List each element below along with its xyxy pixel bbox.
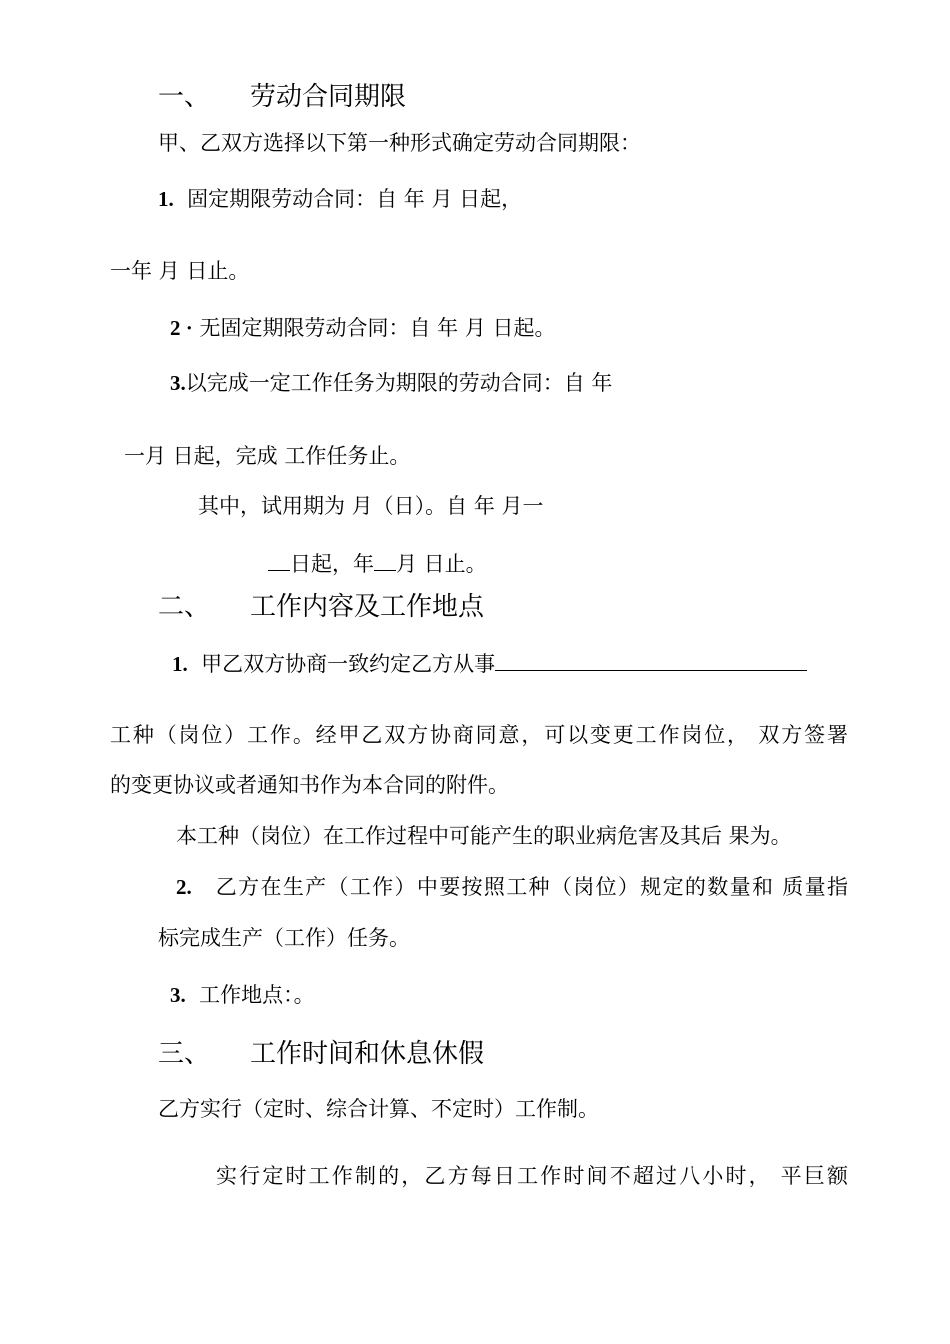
section-3-heading (158, 1037, 484, 1071)
paragraph: 其中，试用期为 月（日）。自 年 月一 (198, 494, 544, 518)
text-fragment: 日起，年 (290, 552, 374, 576)
item-number: 2 · (170, 316, 193, 340)
blank-line (374, 548, 396, 571)
item-number: 1. (172, 652, 188, 676)
list-item-continuation: 标完成生产（工作）任务。 (158, 926, 410, 950)
list-item (170, 313, 555, 343)
item-number: 3. (170, 371, 186, 395)
list-item (170, 368, 612, 398)
list-item (172, 648, 807, 679)
item-text: 甲乙双方协商一致约定乙方从事 (201, 652, 496, 676)
paragraph-line: 工种（岗位）工作。经甲乙双方协商同意，可以变更工作岗位， 双方签署 (110, 723, 848, 747)
section-title: 劳动合同期限 (250, 82, 407, 112)
paragraph: 甲、乙双方选择以下第一种形式确定劳动合同期限： (158, 131, 641, 155)
section-2-heading (158, 590, 484, 624)
list-item-continuation: 一年 月 日止。 (110, 259, 250, 283)
item-number: 2. (176, 875, 192, 899)
section-number: 二、 (158, 592, 211, 622)
section-number: 一、 (158, 82, 211, 112)
text-fragment: 月 日止。 (396, 552, 487, 576)
paragraph: 本工种（岗位）在工作过程中可能产生的职业病危害及其后 果为。 (176, 824, 792, 848)
fill-in-blank (495, 648, 807, 671)
section-1-heading (158, 80, 406, 114)
list-item (170, 980, 315, 1010)
paragraph: 实行定时工作制的，乙方每日工作时间不超过八小时， 平巨额 (216, 1164, 848, 1188)
list-item (158, 184, 522, 214)
section-title: 工作时间和休息休假 (250, 1039, 485, 1069)
item-number: 3. (170, 983, 186, 1007)
paragraph: 乙方实行（定时、综合计算、不定时）工作制。 (158, 1097, 599, 1121)
item-text: 无固定期限劳动合同：自 年 月 日起。 (199, 316, 556, 340)
paragraph-line: 的变更协议或者通知书作为本合同的附件。 (110, 773, 509, 797)
list-item (176, 872, 848, 902)
blank-line (268, 548, 290, 571)
item-number: 1. (158, 187, 174, 211)
item-text: 工作地点：。 (199, 983, 315, 1007)
section-number: 三、 (158, 1039, 211, 1069)
item-text: 以完成一定工作任务为期限的劳动合同：自 年 (185, 371, 613, 395)
section-title: 工作内容及工作地点 (250, 592, 485, 622)
paragraph (268, 548, 487, 579)
list-item-continuation: 一月 日起，完成 工作任务止。 (124, 444, 411, 468)
item-text: 乙方在生产（工作）中要按照工种（岗位）规定的数量和 质量指 (215, 875, 848, 899)
item-text: 固定期限劳动合同：自 年 月 日起， (187, 187, 523, 211)
